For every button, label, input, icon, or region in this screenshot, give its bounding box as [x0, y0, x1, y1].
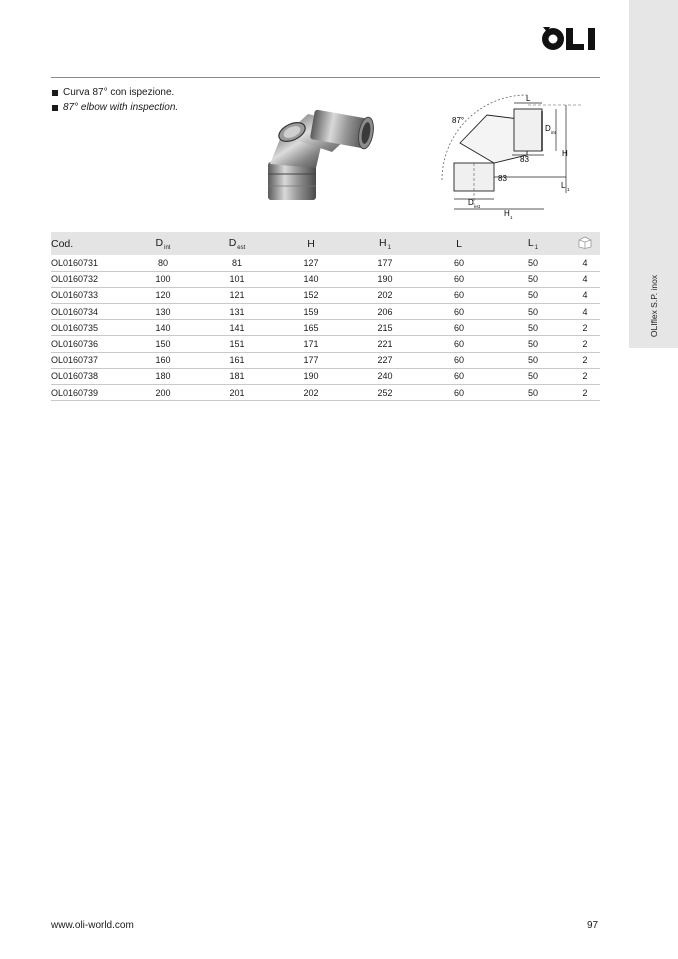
cell-qty: 4 [582, 306, 588, 317]
cell-l1: 50 [527, 339, 538, 350]
cell-h1: 206 [377, 306, 393, 317]
cell-h1: 177 [377, 257, 393, 268]
cell-l1: 50 [527, 371, 538, 382]
footer-website: www.oli-world.com [51, 920, 134, 931]
cell-dest: 81 [231, 257, 242, 268]
drawing-Dest-sub: est [474, 204, 481, 209]
description-italian-text: Curva 87° con ispezione. [63, 87, 175, 98]
table-row [51, 255, 600, 271]
cell-dint: 150 [155, 339, 171, 350]
header-cod: Cod. [51, 237, 74, 250]
table-row [51, 320, 600, 336]
cell-h: 177 [303, 355, 319, 366]
header-l: L [456, 237, 462, 250]
cell-qty: 2 [582, 339, 588, 350]
description-italian [52, 86, 174, 99]
cell-dest: 131 [229, 306, 245, 317]
table-row [51, 304, 600, 320]
header-dint: $D_{int}$ [155, 236, 171, 251]
oli-logo [541, 22, 601, 54]
cell-dint: 120 [155, 290, 171, 301]
cell-qty: 4 [582, 290, 588, 301]
cell-l1: 50 [527, 322, 538, 333]
drawing-83b-label: 83 [498, 174, 507, 183]
cell-dest: 181 [229, 371, 245, 382]
cell-l: 60 [453, 257, 464, 268]
cell-l1: 50 [527, 274, 538, 285]
cell-l1: 50 [527, 387, 538, 398]
drawing-H1-sub: 1 [510, 215, 513, 220]
cell-code: OL0160731 [51, 257, 99, 268]
drawing-H-label: H [562, 149, 568, 158]
cell-dint: 100 [155, 274, 171, 285]
cell-dint: 140 [155, 322, 171, 333]
cell-h1: 215 [377, 322, 393, 333]
cell-code: OL0160738 [51, 371, 99, 382]
cell-h: 165 [303, 322, 319, 333]
cell-l1: 50 [527, 257, 538, 268]
cell-h: 140 [303, 274, 319, 285]
cell-h1: 240 [377, 371, 393, 382]
product-photo [262, 104, 382, 204]
cell-l: 60 [453, 339, 464, 350]
cell-code: OL0160737 [51, 355, 99, 366]
drawing-H1-label: H [504, 209, 510, 218]
cell-l1: 50 [527, 290, 538, 301]
cell-dint: 200 [155, 387, 171, 398]
package-box-icon [578, 236, 592, 249]
table-row [51, 385, 600, 401]
cell-qty: 2 [582, 355, 588, 366]
side-tab-label: OLIflex S.P. inox [649, 274, 659, 338]
drawing-L-label: L [526, 94, 531, 103]
cell-qty: 4 [582, 274, 588, 285]
page-number: 97 [587, 920, 599, 931]
table-row [51, 271, 600, 287]
table-row [51, 352, 600, 368]
cell-dest: 151 [229, 339, 245, 350]
drawing-angle-label: 87° [452, 116, 465, 125]
cell-h: 152 [303, 290, 319, 301]
cell-l: 60 [453, 387, 464, 398]
cell-dint: 160 [155, 355, 171, 366]
cell-h: 127 [303, 257, 319, 268]
cell-l: 60 [453, 290, 464, 301]
cell-h: 190 [303, 371, 319, 382]
top-divider [51, 77, 600, 78]
cell-code: OL0160732 [51, 274, 99, 285]
drawing-L1-sub: 1 [567, 187, 570, 192]
cell-h1: 190 [377, 274, 393, 285]
cell-h: 159 [303, 306, 319, 317]
cell-h1: 202 [377, 290, 393, 301]
cell-code: OL0160734 [51, 306, 99, 317]
cell-dint: 80 [157, 257, 168, 268]
header-h1: $H_1$ [379, 236, 391, 251]
table-row [51, 287, 600, 303]
cell-dint: 180 [155, 371, 171, 382]
table-header-row [51, 232, 600, 255]
cell-h1: 227 [377, 355, 393, 366]
cell-dest: 101 [229, 274, 245, 285]
drawing-Dest-label: D [468, 198, 474, 207]
bullet-square-icon [52, 105, 58, 111]
cell-l: 60 [453, 355, 464, 366]
table-row [51, 368, 600, 384]
table-row [51, 336, 600, 352]
header-dest: $D_{est}$ [228, 236, 246, 251]
cell-qty: 2 [582, 387, 588, 398]
cell-dest: 161 [229, 355, 245, 366]
header-h: H [307, 237, 315, 250]
cell-l1: 50 [527, 355, 538, 366]
cell-code: OL0160735 [51, 322, 99, 333]
cell-code: OL0160739 [51, 387, 99, 398]
cell-qty: 4 [582, 257, 588, 268]
cell-h: 202 [303, 387, 319, 398]
description-english-text: 87° elbow with inspection. [63, 102, 179, 113]
cell-dint: 130 [155, 306, 171, 317]
cell-qty: 2 [582, 322, 588, 333]
cell-dest: 121 [229, 290, 245, 301]
drawing-Dint-sub: int [551, 130, 556, 135]
cell-l: 60 [453, 306, 464, 317]
cell-code: OL0160736 [51, 339, 99, 350]
cell-h1: 252 [377, 387, 393, 398]
cell-dest: 141 [229, 322, 245, 333]
cell-qty: 2 [582, 371, 588, 382]
cell-dest: 201 [229, 387, 245, 398]
dimensions-table [51, 232, 600, 401]
cell-l: 60 [453, 322, 464, 333]
cell-h: 171 [303, 339, 319, 350]
drawing-L1-label: L [561, 181, 566, 190]
cell-code: OL0160733 [51, 290, 99, 301]
drawing-Dint-label: D [545, 124, 551, 133]
cell-h1: 221 [377, 339, 393, 350]
description-english [52, 101, 178, 114]
drawing-83a-label: 83 [520, 155, 529, 164]
technical-drawing [432, 85, 598, 220]
header-box-icon [570, 232, 600, 255]
cell-l: 60 [453, 274, 464, 285]
cell-l: 60 [453, 371, 464, 382]
bullet-square-icon [52, 90, 58, 96]
cell-l1: 50 [527, 306, 538, 317]
header-l1: $L_1$ [527, 236, 539, 251]
